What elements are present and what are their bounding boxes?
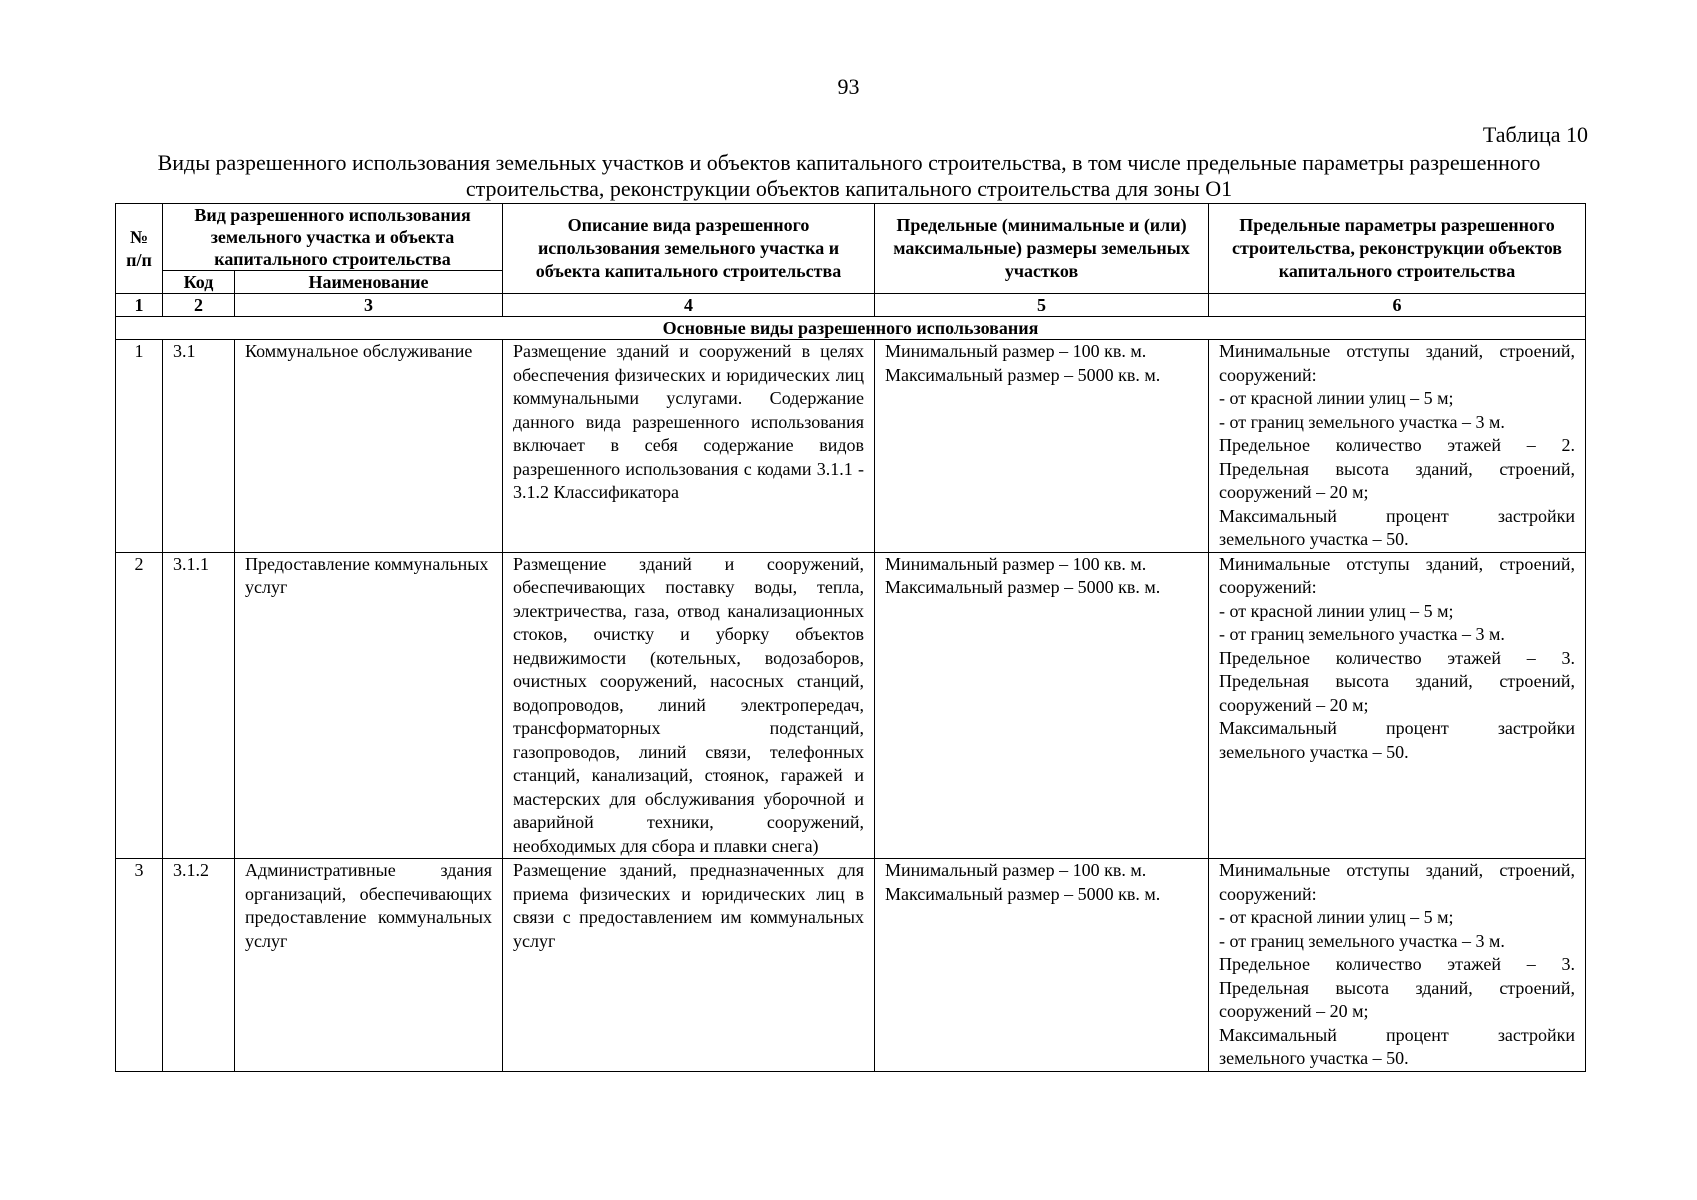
coverage-limit: Максимальный процент застройки земельного участка – 50. <box>1219 718 1576 762</box>
min-size: Минимальный размер – 100 кв. м. <box>885 860 1147 880</box>
height-limit: Предельная высота зданий, строений, сооружений – 20 м; <box>1219 671 1576 715</box>
floors-limit: Предельное количество этажей – 3. <box>1219 954 1576 974</box>
row-description: Размещение зданий и сооружений в целях обеспечения физических и юридических лиц коммунальными услугами. Содержание данного вида разрешенного использования включает в себя содержание видов разрешенного использования с кодами 3.1.1 - 3.1.2 Классификатора <box>503 340 875 553</box>
min-size: Минимальный размер – 100 кв. м. <box>885 341 1147 361</box>
setbacks-text: Минимальные отступы зданий, строений, сооружений: <box>1219 553 1576 597</box>
section-title: Основные виды разрешенного использования <box>116 317 1586 340</box>
column-number: 4 <box>503 294 875 317</box>
section-row <box>116 317 1586 340</box>
coverage-limit: Максимальный процент застройки земельного участка – 50. <box>1219 1024 1576 1068</box>
row-build-params <box>1209 859 1586 1072</box>
min-size: Минимальный размер – 100 кв. м. <box>885 553 1147 574</box>
red-line-setback: - от красной линии улиц – 5 м; <box>1219 388 1454 408</box>
header-code: Код <box>163 271 235 294</box>
row-build-params <box>1209 552 1586 859</box>
row-name: Предоставление коммунальных услуг <box>235 552 503 859</box>
row-code: 3.1.1 <box>163 552 235 859</box>
boundary-setback: - от границ земельного участка – 3 м. <box>1219 411 1505 432</box>
table-header <box>116 204 1586 317</box>
setbacks-text: Минимальные отступы зданий, строений, сооружений: <box>1219 341 1576 385</box>
table-row <box>116 340 1586 553</box>
max-size: Максимальный размер – 5000 кв. м. <box>885 577 1161 597</box>
row-number: 2 <box>116 552 163 859</box>
row-plot-size <box>875 859 1209 1072</box>
boundary-setback: - от границ земельного участка – 3 м. <box>1219 624 1505 644</box>
max-size: Максимальный размер – 5000 кв. м. <box>885 883 1161 904</box>
table-title: Виды разрешенного использования земельных участков и объектов капитального строительства, в том числе предельные параметры разрешенного строительства, реконструкции объектов капитального строительства для зоны О1 <box>157 150 1541 201</box>
header-plot-size: Предельные (минимальные и (или) максимальные) размеры земельных участков <box>875 204 1209 294</box>
red-line-setback: - от красной линии улиц – 5 м; <box>1219 600 1454 621</box>
table-label: Таблица 10 <box>1482 122 1588 147</box>
row-number: 1 <box>116 340 163 553</box>
row-name: Коммунальное обслуживание <box>235 340 503 553</box>
height-limit: Предельная высота зданий, строений, сооружений – 20 м; <box>1219 977 1576 1021</box>
floors-limit: Предельное количество этажей – 2. <box>1219 435 1576 455</box>
row-code: 3.1.2 <box>163 859 235 1072</box>
coverage-limit: Максимальный процент застройки земельного участка – 50. <box>1219 505 1576 549</box>
row-description: Размещение зданий и сооружений, обеспечивающих поставку воды, тепла, электричества, газа, отвод канализационных стоков, очистку и уборку объектов недвижимости (котельных, водозаборов, очистных сооружений, насосных станций, водопроводов, линий электропередач, трансформаторных подстанций, газопроводов, линий связи, телефонных станций, канализаций, стоянок, гаражей и мастерских для обслуживания уборочной и аварийной техники, сооружений, необходимых для сбора и плавки снега) <box>503 552 875 859</box>
column-number: 6 <box>1209 294 1586 317</box>
row-plot-size <box>875 340 1209 553</box>
header-num: № п/п <box>116 204 163 294</box>
row-number: 3 <box>116 859 163 1072</box>
page-number: 93 <box>837 74 860 99</box>
column-number: 5 <box>875 294 1209 317</box>
column-number: 3 <box>235 294 503 317</box>
header-use-type: Вид разрешенного использования земельного участка и объекта капитального строительства <box>163 204 503 271</box>
table-row <box>116 859 1586 1072</box>
row-build-params <box>1209 340 1586 553</box>
height-limit: Предельная высота зданий, строений, сооружений – 20 м; <box>1219 458 1576 502</box>
column-number: 2 <box>163 294 235 317</box>
column-number: 1 <box>116 294 163 317</box>
row-code: 3.1 <box>163 340 235 553</box>
floors-limit: Предельное количество этажей – 3. <box>1219 647 1576 668</box>
row-plot-size <box>875 552 1209 859</box>
column-number-row <box>116 294 1586 317</box>
row-description: Размещение зданий, предназначенных для приема физических и юридических лиц в связи с предоставлением им коммунальных услуг <box>503 859 875 1072</box>
header-row <box>116 204 1586 271</box>
land-use-table <box>115 203 1586 1072</box>
table-body <box>116 317 1586 1072</box>
setbacks-text: Минимальные отступы зданий, строений, сооружений: <box>1219 860 1576 904</box>
header-description: Описание вида разрешенного использования земельного участка и объекта капитального строительства <box>503 204 875 294</box>
table-row <box>116 552 1586 859</box>
row-name: Административные здания организаций, обеспечивающих предоставление коммунальных услуг <box>235 859 503 1072</box>
max-size: Максимальный размер – 5000 кв. м. <box>885 364 1161 385</box>
boundary-setback: - от границ земельного участка – 3 м. <box>1219 930 1505 951</box>
red-line-setback: - от красной линии улиц – 5 м; <box>1219 907 1454 927</box>
header-build-params: Предельные параметры разрешенного строительства, реконструкции объектов капитального строительства <box>1209 204 1586 294</box>
header-name: Наименование <box>235 271 503 294</box>
